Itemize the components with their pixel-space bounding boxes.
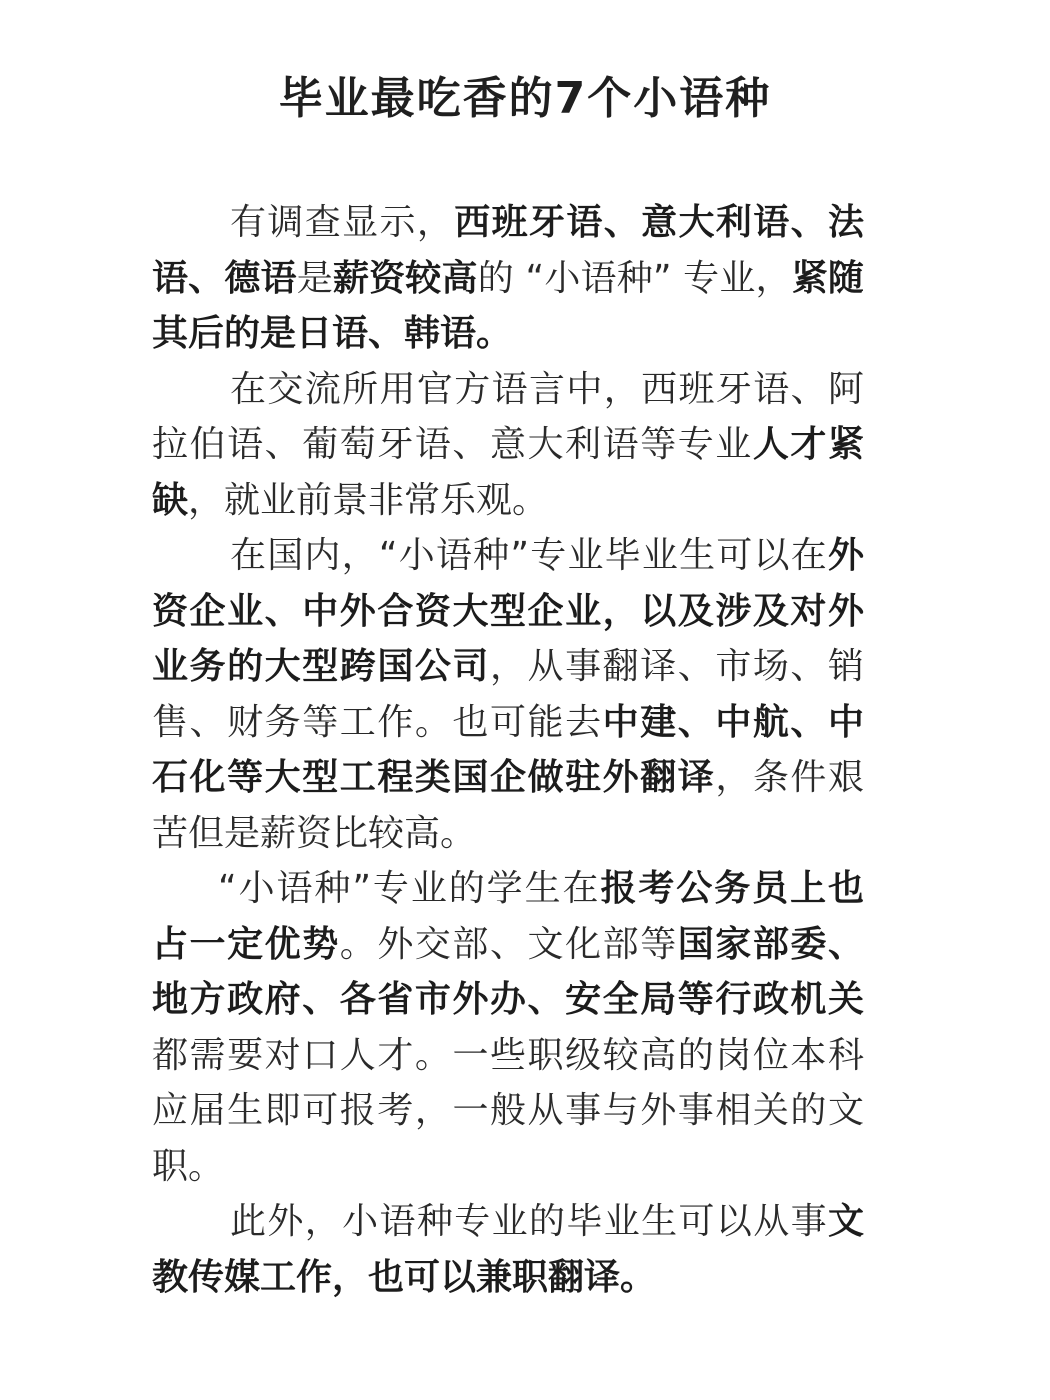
emphasis-text: 中建、中航、中石化等大型工程类国企做驻外翻译: [152, 701, 864, 798]
emphasis-text: 人才紧缺: [152, 424, 864, 521]
paragraph-4: [152, 861, 864, 1194]
paragraph-text: ，从事翻译、市场、销售、财务等工作。也可能去: [152, 646, 864, 743]
page-title: 毕业最吃香的7个小语种: [278, 73, 772, 124]
emphasis-text: 文教传媒工作，也可以兼职翻译。: [152, 1201, 864, 1298]
emphasis-text: 外资企业、中外合资大型企业，以及涉及对外业务的大型跨国公司: [152, 535, 864, 687]
paragraph-text: ，就业前景非常乐观。: [188, 479, 549, 521]
emphasis-text: 报考公务员上也占一定优势: [152, 868, 864, 965]
emphasis-text: 紧随其后的是日语、韩语。: [152, 257, 864, 354]
paragraph-text: 有调查显示，: [230, 202, 455, 243]
paragraph-2: [152, 362, 864, 529]
paragraph-text: 此外，小语种专业的毕业生可以从事: [230, 1201, 828, 1242]
paragraph-1: [152, 195, 864, 362]
emphasis-text: 薪资较高: [332, 257, 478, 299]
paragraph-5: [152, 1194, 864, 1305]
paragraph-3: [152, 528, 864, 861]
paragraph-text: 是: [296, 257, 333, 299]
emphasis-text: 西班牙语、意大利语、法语、德语: [152, 202, 864, 299]
paragraph-text: 。外交部、文化部等: [339, 923, 678, 965]
paragraph-text: 在国内，“小语种”专业毕业生可以在: [230, 535, 828, 576]
paragraph-text: 都需要对口人才。一些职级较高的岗位本科应届生即可报考，一般从事与外事相关的文职。: [152, 1034, 864, 1187]
paragraph-text: ，条件艰苦但是薪资比较高。: [152, 757, 864, 854]
paragraph-text: 的 “小语种” 专业，: [477, 257, 792, 299]
article-body: [152, 195, 864, 1305]
paragraph-text: “小语种”专业的学生在: [218, 868, 601, 909]
paragraph-text: 在交流所用官方语言中，西班牙语、阿拉伯语、葡萄牙语、意大利语等专业: [152, 368, 864, 465]
emphasis-text: 国家部委、地方政府、各省市外办、安全局等行政机关: [152, 923, 864, 1020]
